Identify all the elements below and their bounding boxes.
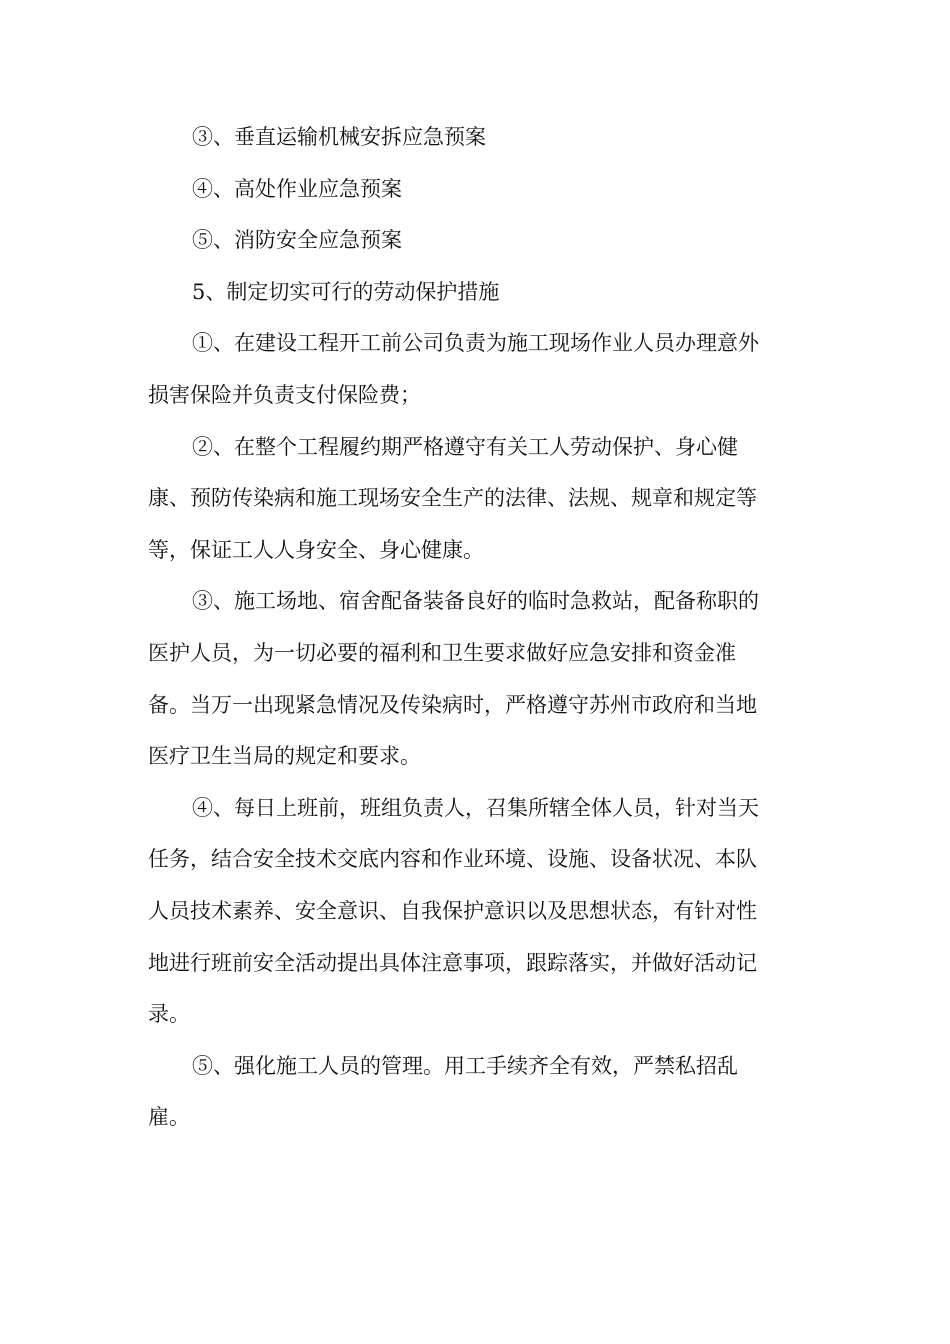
- text-line: 医护人员，为一切必要的福利和卫生要求做好应急安排和资金准: [148, 640, 736, 665]
- section-heading: 5、制定切实可行的劳动保护措施: [192, 279, 500, 304]
- text-line: 医疗卫生当局的规定和要求。: [148, 744, 421, 769]
- text-line: 等，保证工人人身安全、身心健康。: [148, 537, 484, 562]
- text-line: 备。当万一出现紧急情况及传染病时，严格遵守苏州市政府和当地: [148, 692, 757, 717]
- text-line: ③、垂直运输机械安拆应急预案: [192, 125, 486, 149]
- text-line: ④、每日上班前，班组负责人，召集所辖全体人员，针对当天: [192, 795, 759, 820]
- text-line: 雇。: [148, 1105, 190, 1130]
- text-line: 任务，结合安全技术交底内容和作业环境、设施、设备状况、本队: [148, 847, 757, 872]
- text-line: ③、施工场地、宿舍配备装备良好的临时急救站，配备称职的: [192, 589, 759, 614]
- text-line: ②、在整个工程履约期严格遵守有关工人劳动保护、身心健: [192, 434, 738, 459]
- text-line: 康、预防传染病和施工现场安全生产的法律、法规、规章和规定等: [148, 486, 757, 511]
- document-body: [148, 112, 800, 1144]
- text-line: ④、高处作业应急预案: [192, 176, 402, 201]
- text-line: ⑤、消防安全应急预案: [192, 228, 402, 253]
- text-line: ①、在建设工程开工前公司负责为施工现场作业人员办理意外: [192, 331, 759, 356]
- text-line: 录。: [148, 1002, 190, 1027]
- text-line: ⑤、强化施工人员的管理。用工手续齐全有效，严禁私招乱: [192, 1053, 738, 1078]
- text-line: 地进行班前安全活动提出具体注意事项，跟踪落实，并做好活动记: [148, 950, 757, 975]
- text-line: 人员技术素养、安全意识、自我保护意识以及思想状态，有针对性: [148, 898, 757, 923]
- text-line: 损害保险并负责支付保险费；: [148, 382, 421, 407]
